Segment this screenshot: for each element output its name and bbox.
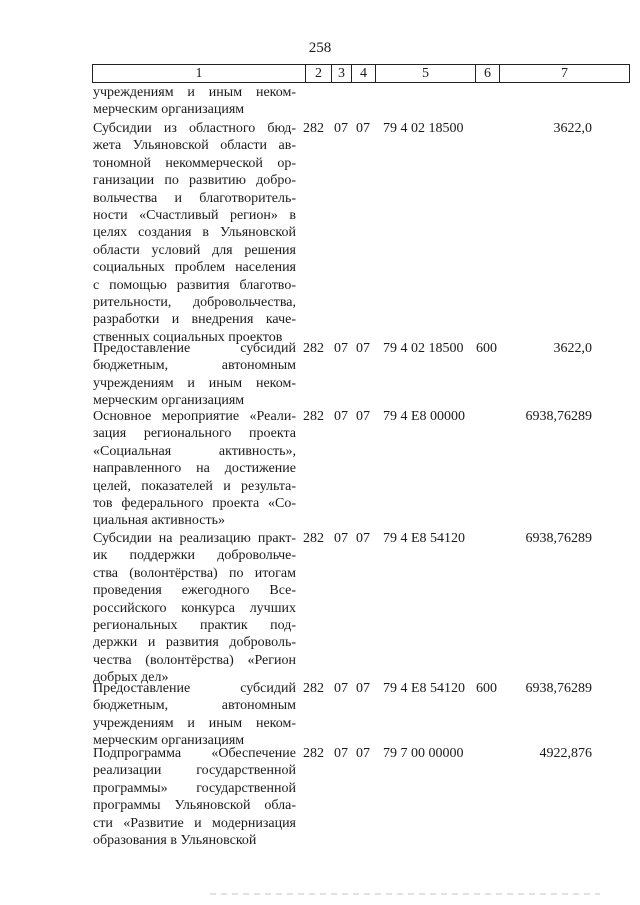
row-description <box>93 530 296 687</box>
description-line: социальных проблем населения <box>93 260 296 276</box>
row-description <box>93 120 296 346</box>
description-line: держки и развития доброволь- <box>93 635 296 651</box>
description-line: вольчества и благотворитель- <box>93 190 296 206</box>
row-description <box>93 84 296 119</box>
admin-code: 282 <box>303 681 324 696</box>
subsection-code: 07 <box>356 409 370 424</box>
description-line: мерческим организациям <box>93 102 245 118</box>
description-line: программы» государственной <box>93 780 296 796</box>
row-description <box>93 745 296 849</box>
description-line: ик поддержки добровольче- <box>93 548 296 564</box>
description-line: учреждениям и иным неком- <box>93 715 296 731</box>
description-line: разработки и внедрения каче- <box>93 312 296 328</box>
admin-code: 282 <box>303 409 324 424</box>
description-line: образования в Ульяновской <box>93 833 257 849</box>
section-code: 07 <box>334 746 348 761</box>
section-code: 07 <box>334 341 348 356</box>
description-line: ности «Счастливый регион» в <box>93 208 296 224</box>
description-line: области условий для решения <box>93 242 296 258</box>
subsection-code: 07 <box>356 746 370 761</box>
row-description <box>93 680 296 750</box>
header-column-4: 4 <box>351 65 375 82</box>
target-article-code: 79 4 E8 54120 <box>383 531 466 546</box>
description-line: учреждениям и иным неком- <box>93 375 296 391</box>
target-article-code: 79 7 00 00000 <box>383 746 464 761</box>
section-code: 07 <box>334 531 348 546</box>
expense-type-code: 600 <box>476 681 497 696</box>
section-code: 07 <box>334 409 348 424</box>
amount: 3622,0 <box>553 121 592 136</box>
amount: 3622,0 <box>553 341 592 356</box>
description-line: тономной некоммерческой ор- <box>93 155 296 171</box>
description-line: чества (волонтёрства) «Регион <box>93 652 296 668</box>
admin-code: 282 <box>303 121 324 136</box>
description-line: учреждениям и иным неком- <box>93 85 296 100</box>
description-line: добрых дел» <box>93 670 169 686</box>
description-line: Основное мероприятие «Реали- <box>93 409 296 424</box>
amount: 6938,76289 <box>525 409 592 424</box>
target-article-code: 79 4 E8 54120 <box>383 681 466 696</box>
target-article-code: 79 4 02 18500 <box>383 341 464 356</box>
description-line: российского конкурса лучших <box>93 600 296 616</box>
subsection-code: 07 <box>356 531 370 546</box>
description-line: Субсидии из областного бюд- <box>93 121 296 136</box>
description-line: рительности, добровольчества, <box>93 295 296 311</box>
amount: 6938,76289 <box>525 531 592 546</box>
section-code: 07 <box>334 121 348 136</box>
section-code: 07 <box>334 681 348 696</box>
description-line: Предоставление субсидий <box>93 681 296 696</box>
description-line: бюджетным, автономным <box>93 698 296 714</box>
description-line: Субсидии на реализацию практ- <box>93 531 296 546</box>
description-line: ганизации по развитию добро- <box>93 173 296 189</box>
header-column-5: 5 <box>375 65 475 82</box>
row-description <box>93 408 296 530</box>
admin-code: 282 <box>303 746 324 761</box>
target-article-code: 79 4 E8 00000 <box>383 409 466 424</box>
description-line: Предоставление субсидий <box>93 341 296 356</box>
description-line: циальная активность» <box>93 513 225 529</box>
page-number: 258 <box>308 40 332 56</box>
description-line: реализации государственной <box>93 763 296 779</box>
scan-artifact <box>210 893 600 895</box>
target-article-code: 79 4 02 18500 <box>383 121 464 136</box>
subsection-code: 07 <box>356 121 370 136</box>
description-line: мерческим организациям <box>93 393 245 409</box>
description-line: «Социальная активность», <box>93 443 296 459</box>
admin-code: 282 <box>303 341 324 356</box>
description-line: сти «Развитие и модернизация <box>93 815 296 831</box>
header-column-1: 1 <box>195 66 203 81</box>
row-description <box>93 340 296 410</box>
description-line: региональных практик под- <box>93 618 296 634</box>
description-line: целях создания в Ульяновской <box>93 225 296 241</box>
subsection-code: 07 <box>356 341 370 356</box>
description-line: с помощью развития благотво- <box>93 277 296 293</box>
header-column-2: 2 <box>305 65 331 82</box>
description-line: тов федерального проекта «Со- <box>93 496 296 512</box>
description-line: Подпрограмма «Обеспечение <box>93 746 296 761</box>
description-line: ственных социальных проектов <box>93 329 283 345</box>
description-line: бюджетным, автономным <box>93 358 296 374</box>
amount: 4922,876 <box>539 746 592 761</box>
header-column-3: 3 <box>331 65 351 82</box>
description-line: направленного на достижение <box>93 461 296 477</box>
description-line: проведения ежегодного Все- <box>93 583 296 599</box>
description-line: зация регионального проекта <box>93 426 296 442</box>
header-column-6: 6 <box>475 65 499 82</box>
description-line: целей, показателей и результа- <box>93 478 296 494</box>
admin-code: 282 <box>303 531 324 546</box>
header-column-7: 7 <box>499 65 629 82</box>
amount: 6938,76289 <box>525 681 592 696</box>
description-line: жета Ульяновской области ав- <box>93 138 296 154</box>
description-line: ства (волонтёрства) по итогам <box>93 565 296 581</box>
expense-type-code: 600 <box>476 341 497 356</box>
subsection-code: 07 <box>356 681 370 696</box>
description-line: программы Ульяновской обла- <box>93 798 296 814</box>
description-line: мерческим организациям <box>93 733 245 749</box>
